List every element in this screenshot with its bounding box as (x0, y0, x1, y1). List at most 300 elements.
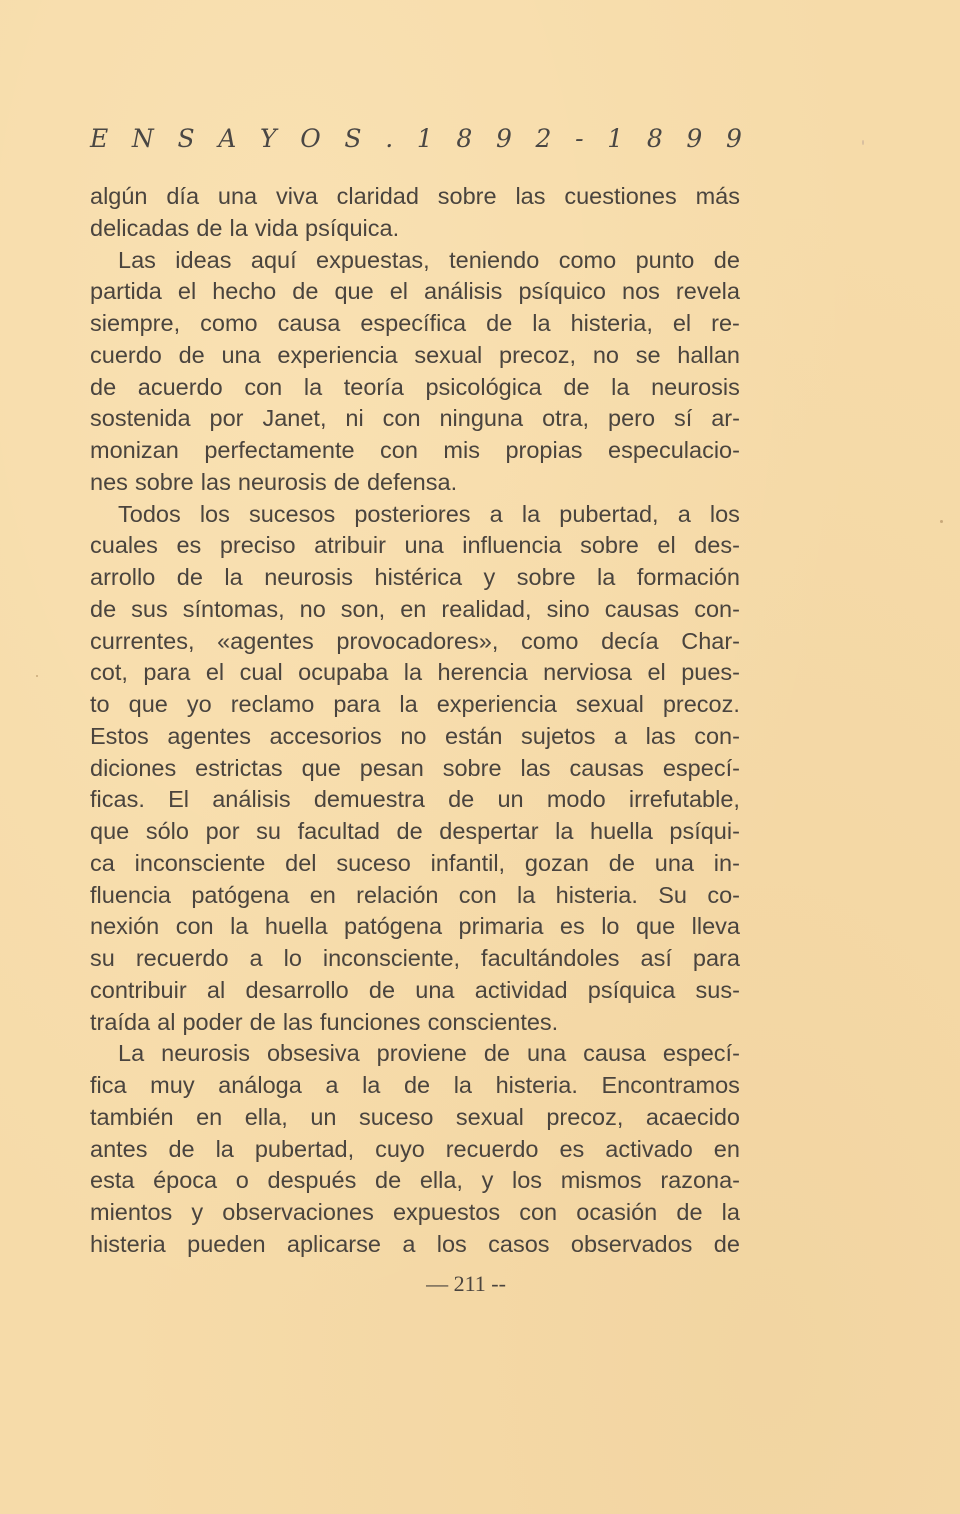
paper-speck (36, 675, 38, 677)
word: herencia (437, 659, 528, 686)
word: en (713, 1135, 740, 1162)
word: para (143, 659, 191, 686)
running-head-letter: S (177, 124, 195, 153)
word: una (526, 1040, 567, 1067)
running-head-letter: . (385, 124, 394, 153)
word: por (209, 405, 244, 432)
word: infantil, (430, 849, 506, 876)
word: patógena (344, 913, 443, 940)
word: las (200, 468, 231, 495)
word: pesan (359, 754, 424, 781)
word: pero (608, 405, 656, 432)
word: sobre (134, 468, 194, 495)
word: la (555, 818, 574, 844)
word: funciones (319, 1008, 421, 1035)
word: aplicarse (286, 1230, 381, 1257)
word: antes (90, 1135, 148, 1162)
word: la (453, 1072, 472, 1098)
word: es (559, 913, 585, 940)
word: recuerdo (445, 1135, 539, 1162)
word: día (166, 183, 200, 209)
word: mismos (560, 1167, 642, 1194)
word: y (481, 1167, 494, 1194)
text-line (90, 594, 740, 626)
running-head-letter: E (90, 124, 109, 153)
word: nexión (90, 913, 160, 940)
word: suceso (358, 1103, 434, 1130)
word: ella, (419, 1167, 463, 1194)
word: traída (90, 1008, 151, 1035)
word: conscientes. (427, 1008, 559, 1035)
word: sucesos (248, 500, 336, 527)
word: sobre (516, 564, 576, 590)
text-line (90, 657, 740, 689)
word: sexual (414, 341, 483, 368)
word: co- (707, 881, 740, 908)
word: psíquica. (305, 214, 400, 241)
word: de (249, 1008, 276, 1035)
word: neurosis (237, 468, 327, 495)
word: gozan (524, 849, 589, 876)
word: a (489, 500, 503, 527)
word: un (310, 1103, 337, 1130)
word: a (677, 500, 691, 527)
text-line (90, 753, 740, 785)
word: histeria (90, 1230, 166, 1257)
text-line (90, 975, 740, 1007)
word: aquí (250, 246, 297, 273)
word: experiencia (277, 341, 398, 368)
word: Janet, (262, 405, 327, 432)
word: ar- (711, 405, 740, 432)
word: observaciones (222, 1199, 374, 1225)
word: los (709, 500, 740, 527)
running-head-letter: - (575, 124, 584, 153)
word: esta (90, 1167, 135, 1194)
word: la (597, 564, 616, 590)
word: ca (90, 849, 115, 876)
word: casos (488, 1230, 550, 1257)
running-head-letter: A (218, 124, 237, 153)
word: observados (570, 1230, 693, 1257)
text-line (90, 784, 740, 816)
word: el (647, 659, 666, 686)
word: con (175, 913, 214, 940)
word: atribuir (314, 532, 386, 559)
word: sus- (695, 976, 740, 1003)
word: accesorios (269, 722, 382, 749)
word: con- (694, 722, 740, 749)
word: otra, (542, 405, 590, 432)
word: delicadas (90, 214, 190, 241)
word: la (721, 1199, 740, 1225)
word: es (176, 532, 202, 559)
text-line (90, 308, 740, 340)
word: la (215, 1135, 234, 1162)
running-head-letter: 8 (646, 124, 663, 153)
word: que (334, 278, 374, 305)
word: la (303, 373, 323, 400)
word: su (256, 818, 281, 844)
word: por (205, 818, 240, 844)
word: de (713, 1230, 740, 1257)
word: la (517, 881, 536, 908)
word: ni (345, 405, 364, 432)
word: nes (90, 468, 128, 495)
word: una (217, 183, 258, 209)
word: con (380, 437, 418, 463)
word: ocasión (576, 1199, 658, 1225)
word: a (614, 722, 628, 749)
word: ideas (175, 246, 232, 273)
word: de (608, 849, 635, 876)
text-line (90, 1102, 740, 1134)
word: currentes, (90, 627, 195, 654)
word: de (196, 214, 223, 241)
word: inconsciente, (322, 945, 461, 971)
word: diciones (90, 754, 177, 781)
word: sujetos (521, 722, 596, 749)
word: contribuir (90, 976, 187, 1003)
word: mientos (90, 1199, 173, 1225)
word: irrefutable, (628, 786, 740, 813)
word: causas (604, 595, 680, 622)
text-line (90, 816, 740, 848)
paragraph-first-line (90, 1038, 740, 1070)
text-line (90, 626, 740, 658)
text-line (90, 276, 740, 308)
word: monizan (90, 437, 179, 463)
word: es (559, 1135, 585, 1162)
word: precoz, (499, 341, 577, 368)
word: despertar (439, 818, 539, 844)
text-line (90, 1165, 740, 1197)
word: siempre, (90, 310, 181, 336)
word: especí- (662, 1040, 740, 1067)
text-line (90, 435, 740, 467)
word: a (249, 945, 263, 971)
word: al (157, 1008, 176, 1035)
word: cuales (90, 532, 158, 559)
word: la (224, 564, 243, 590)
word: la (611, 373, 630, 400)
word: La (118, 1040, 145, 1067)
running-head-letter: O (300, 124, 321, 153)
text-line (90, 1197, 740, 1229)
word: to (90, 691, 110, 717)
word: o (235, 1167, 249, 1194)
word: cuestiones (564, 183, 677, 209)
word: el (205, 659, 225, 686)
word: facultad (297, 818, 380, 844)
word: proviene (376, 1040, 467, 1067)
word: la (230, 913, 249, 940)
word: propias (505, 437, 583, 463)
word: psíquica (587, 976, 676, 1003)
word: claridad (336, 183, 419, 209)
word: causa (277, 310, 341, 336)
text-line (90, 943, 740, 975)
word: especí- (662, 754, 740, 781)
word: de (292, 278, 319, 305)
word: Su (658, 881, 687, 908)
running-head (90, 124, 742, 153)
word: están (445, 722, 503, 749)
word: la (362, 1072, 381, 1098)
word: cuyo (375, 1135, 425, 1162)
word: de (90, 595, 117, 622)
word: mis (443, 437, 480, 463)
word: causa (583, 1040, 646, 1067)
running-head-letter: Y (260, 124, 277, 153)
word: de (375, 1167, 402, 1194)
word: con (382, 405, 421, 432)
word: de (483, 1040, 510, 1067)
word: experiencia (436, 691, 557, 717)
word: psicológica (425, 373, 542, 400)
word: las (645, 722, 676, 749)
word: la (229, 214, 248, 241)
running-head-letter: 2 (535, 124, 552, 153)
word: sexual (455, 1103, 524, 1130)
paper-speck (940, 520, 943, 523)
word: los (199, 500, 230, 527)
word: del (285, 849, 317, 876)
text-line (90, 372, 740, 404)
word: que (635, 913, 676, 940)
text-line (90, 880, 740, 912)
word: en (309, 881, 336, 908)
word: el (657, 532, 676, 559)
word: modo (546, 786, 606, 813)
word: fica (90, 1072, 127, 1098)
word: análoga (218, 1072, 302, 1098)
word: son, (340, 595, 386, 622)
word: de (168, 1135, 195, 1162)
word: de (563, 373, 590, 400)
word: psíquico (518, 278, 606, 305)
word: y (483, 564, 496, 590)
word: una (415, 976, 455, 1003)
word: razona- (660, 1167, 740, 1194)
word: histeria. (495, 1072, 578, 1098)
word: acaecido (645, 1103, 740, 1130)
word: ocupaba (298, 659, 389, 686)
word: también (90, 1103, 174, 1130)
word: un (497, 786, 524, 813)
text-line (90, 848, 740, 880)
word: en (196, 1103, 223, 1130)
text-line (90, 213, 740, 245)
word: agentes (167, 722, 251, 749)
word: después (267, 1167, 357, 1194)
word: cot, (90, 659, 128, 686)
word: des- (694, 532, 740, 559)
word: sólo (145, 818, 189, 844)
word: sobre (442, 754, 502, 781)
text-line (90, 1134, 740, 1166)
word: ficas. (90, 786, 145, 813)
word: poder (182, 1008, 243, 1035)
word: como (200, 310, 258, 336)
word: como (558, 246, 617, 273)
word: vida (254, 214, 298, 241)
word: con (458, 881, 497, 908)
word: el (389, 278, 408, 305)
word: de (176, 564, 203, 590)
word: patógena (191, 881, 290, 908)
word: de (676, 1199, 703, 1225)
word: para (692, 945, 740, 971)
word: la (521, 500, 541, 527)
word: las (520, 754, 551, 781)
word: huella (264, 913, 328, 940)
word: una (654, 849, 694, 876)
word: activado (605, 1135, 693, 1162)
word: cual (239, 659, 283, 686)
word: las (515, 183, 546, 209)
word: teniendo (449, 246, 540, 273)
word: influencia (462, 532, 562, 559)
word: neurosis (161, 1040, 250, 1067)
word: ninguna (439, 405, 524, 432)
text-line (90, 1070, 740, 1102)
word: su (90, 945, 115, 971)
word: demuestra (313, 786, 425, 813)
word: primaria (458, 913, 544, 940)
word: defensa. (366, 468, 458, 495)
running-head-letter: 8 (456, 124, 473, 153)
word: de (178, 341, 205, 368)
word: neurosis (264, 564, 354, 590)
text-line (90, 181, 740, 213)
word: Encontramos (601, 1072, 740, 1098)
word: una (221, 341, 261, 368)
word: los (436, 1230, 467, 1257)
word: sobre (580, 532, 639, 559)
word: hallan (677, 341, 740, 368)
word: no (299, 595, 326, 622)
word: Todos (118, 500, 181, 527)
word: la (532, 310, 551, 336)
word: sí (674, 405, 693, 432)
word: de (448, 786, 475, 813)
word: hecho (212, 278, 277, 305)
word: una (404, 532, 444, 559)
body-text (90, 181, 740, 1261)
running-head-letter: S (344, 124, 362, 153)
word: específica (360, 310, 467, 336)
word: neurosis (651, 373, 740, 400)
word: punto (635, 246, 695, 273)
word: las (282, 1008, 313, 1035)
word: que (301, 754, 341, 781)
paragraph-first-line (90, 499, 740, 531)
word: partida (90, 278, 162, 305)
word: época (153, 1167, 218, 1194)
text-line (90, 340, 740, 372)
word: y (191, 1199, 204, 1225)
word: de (713, 246, 740, 273)
word: de (403, 1072, 431, 1098)
word: no (400, 722, 427, 749)
word: relación (356, 881, 439, 908)
word: sino (546, 595, 590, 622)
text-line (90, 1007, 740, 1039)
text-line (90, 1229, 740, 1261)
word: de (90, 373, 117, 400)
word: acuerdo (137, 373, 223, 400)
word: obsesiva (266, 1040, 360, 1067)
word: síntomas, (182, 595, 285, 622)
word: nos (622, 278, 660, 305)
word: de (486, 310, 513, 336)
text-line (90, 689, 740, 721)
word: la (403, 659, 423, 686)
word: fluencia (90, 881, 171, 908)
word: suceso (336, 849, 411, 876)
word: de (396, 818, 423, 844)
page-number: — 211 -- (426, 1271, 506, 1296)
word: el (672, 310, 692, 336)
word: sostenida (90, 405, 191, 432)
word: yo (186, 691, 212, 717)
word: lo (283, 945, 302, 971)
word: desarrollo (245, 976, 349, 1003)
word: se (635, 341, 661, 368)
word: posteriores (354, 500, 471, 527)
word: estrictas (195, 754, 283, 781)
word: con (244, 373, 283, 400)
word: especulacio- (608, 437, 740, 463)
word: histeria. (555, 881, 638, 908)
word: con- (694, 595, 740, 622)
word: recuerdo (135, 945, 229, 971)
word: así (640, 945, 672, 971)
word: expuestas, (316, 246, 430, 273)
word: histérica (374, 564, 463, 590)
text-line (90, 911, 740, 943)
word: el (177, 278, 197, 305)
word: preciso (219, 532, 296, 559)
word: Char- (681, 627, 740, 654)
text-line (90, 530, 740, 562)
word: para (333, 691, 381, 717)
word: ella, (244, 1103, 288, 1130)
word: teoría (343, 373, 404, 400)
word: a (325, 1072, 339, 1098)
word: cuerdo (90, 341, 162, 368)
word: sobre (437, 183, 497, 209)
word: con (519, 1199, 558, 1225)
word: sexual (575, 691, 644, 717)
word: de (368, 976, 396, 1003)
word: precoz, (546, 1103, 624, 1130)
word: re- (711, 310, 740, 336)
word: huella (590, 818, 653, 844)
word: expuestos (392, 1199, 501, 1225)
text-line (90, 467, 740, 499)
text-line (90, 403, 740, 435)
word: causas (569, 754, 644, 781)
word: formación (636, 564, 740, 590)
word: precoz. (662, 691, 740, 717)
word: «agentes (217, 627, 314, 654)
word: reclamo (230, 691, 315, 717)
paper-speck (862, 140, 864, 145)
running-head-letter: 9 (725, 124, 742, 153)
word: nerviosa (543, 659, 632, 686)
